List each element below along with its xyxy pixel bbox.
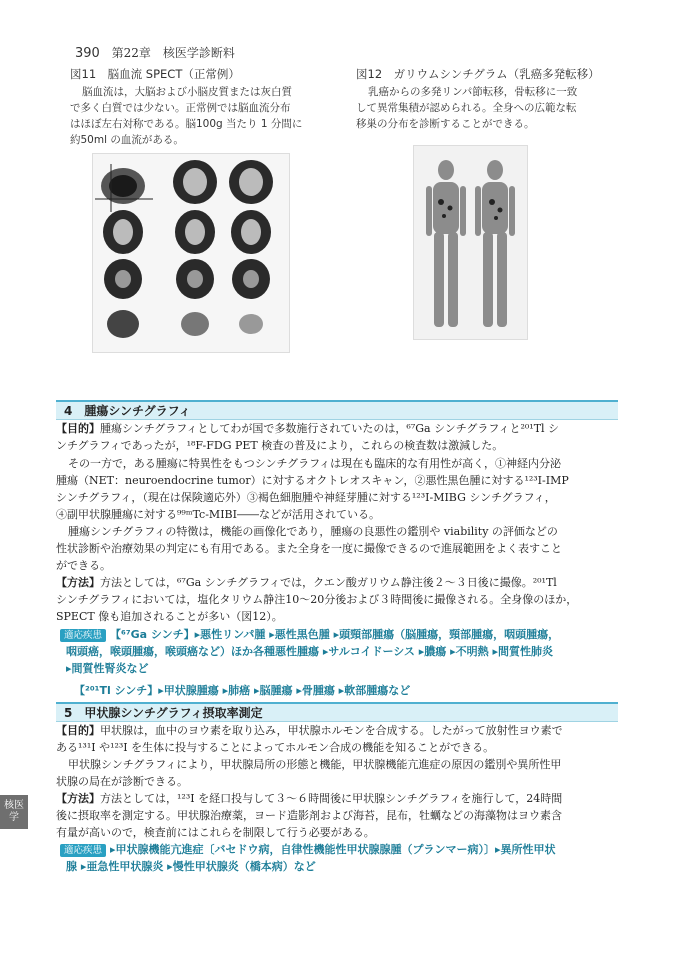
purpose-text: 腫瘍シンチグラフィとしてわが国で多数施行されていたのは，⁶⁷Ga シンチグラフィと²⁰¹Tl シ <box>100 422 560 435</box>
paragraph-line: シンチグラフィ，（現在は保険適応外）③褐色細胞腫や神経芽腫に対する¹²³I-MIBG シンチグラフィ， <box>56 491 556 504</box>
fig11-line: 脳血流は，大脳および小脳皮質または灰白質 <box>82 86 292 98</box>
paragraph-line: 腫瘍シンチグラフィの特徴は，機能の画像化であり，腫瘍の良悪性の鑑別や viability の評価などの <box>68 525 558 538</box>
gallium-scintigram-graphic <box>414 146 527 339</box>
method-text: 方法としては，¹²³I を経口投与して３～６時間後に甲状腺シンチグラフィを施行して，24時間 <box>100 792 563 805</box>
fig11-line: 約50ml の血流がある。 <box>70 134 184 146</box>
side-tab-label: 学 <box>9 812 19 823</box>
paragraph-line: 性状診断や治療効果の判定にも有用である。また全身を一度に撮像できるので進展範囲をよく表すこと <box>56 542 562 555</box>
method-text: SPECT 像も追加されることが多い（図12）。 <box>56 610 283 623</box>
running-header <box>75 44 235 61</box>
tl-scinti-diseases: 【²⁰¹Tl シンチ】▸甲状腺腫瘍 ▸肺癌 ▸脳腫瘍 ▸骨腫瘍 ▸軟部腫瘍など <box>74 684 411 697</box>
fig12-line: 移巣の分布を診断することができる。 <box>356 118 535 130</box>
method-label: 【方法】 <box>56 576 100 589</box>
fig12-line: して異常集積が認められる。全身への広範な転 <box>356 102 577 114</box>
method-text: 方法としては，⁶⁷Ga シンチグラフィでは，クエン酸ガリウム静注後２～３日後に撮像。²⁰¹Tl <box>100 576 557 589</box>
paragraph-line: 甲状腺シンチグラフィにより，甲状腺局所の形態と機能，甲状腺機能亢進症の原因の鑑別や異所性甲 <box>68 758 562 771</box>
method-text: 有量が高いので，検査前にはこれらを制限して行う必要がある。 <box>56 826 375 839</box>
side-thumb-tab <box>0 795 28 829</box>
method-text: シンチグラフィにおいては，塩化タリウム静注10～20分後および３時間後に撮像される。全身像のほか， <box>56 593 578 606</box>
chapter-title: 第22章 核医学診断料 <box>111 46 235 60</box>
paragraph-line: ④副甲状腺腫瘍に対する⁹⁹ᵐTc-MIBI――などが活用されている。 <box>56 508 380 521</box>
section4-method <box>56 574 618 625</box>
gallium-scintigram-image <box>413 145 528 340</box>
section4-paragraph-3 <box>56 523 618 574</box>
fig11-title: 図11 脳血流 SPECT（正常例） <box>70 67 240 81</box>
purpose-text: ンチグラフィであったが，¹⁸F-FDG PET 検査の普及により，これらの検査数は激減した。 <box>56 439 504 452</box>
ga-scinti-diseases: 【⁶⁷Ga シンチ】▸悪性リンパ腫 ▸悪性黒色腫 ▸頭頸部腫瘍（脳腫瘍，頸部腫瘍，咽頭腫瘍， <box>110 628 560 641</box>
section5-indications <box>60 841 618 875</box>
section4-paragraph-2 <box>56 455 618 523</box>
fig12-caption <box>356 84 618 132</box>
section4-heading: 4 腫瘍シンチグラフィ <box>56 400 618 420</box>
paragraph-line: その一方で，ある腫瘍に特異性をもつシンチグラフィは現在も臨床的な有用性が高く，①神経内分泌 <box>68 457 561 470</box>
method-label: 【方法】 <box>56 792 100 805</box>
page-number: 390 <box>75 46 100 61</box>
thyroid-diseases: ▸甲状腺機能亢進症〔バセドウ病，自律性機能性甲状腺腺腫（プランマー病）〕▸異所性甲状 <box>110 843 556 856</box>
section4-indications <box>60 626 618 699</box>
section5-method <box>56 790 618 841</box>
indication-badge: 適応疾患 <box>60 844 106 857</box>
purpose-label: 【目的】 <box>56 422 100 435</box>
fig12-line: 乳癌からの多発リンパ節転移，骨転移に一致 <box>368 86 578 98</box>
fig11-line: で多く白質では少ない。正常例では脳血流分布 <box>70 102 291 114</box>
ga-scinti-diseases: ▸間質性腎炎など <box>66 662 149 675</box>
fig11-line: はほぼ左右対称である。脳100g 当たり 1 分間に <box>70 118 303 130</box>
fig11-caption <box>70 84 330 148</box>
thyroid-diseases: 腺 ▸亜急性甲状腺炎 ▸慢性甲状腺炎（橋本病）など <box>66 860 316 873</box>
purpose-text: 甲状腺は，血中のヨウ素を取り込み，甲状腺ホルモンを合成する。したがって放射性ヨウ素で <box>100 724 563 737</box>
paragraph-line: 状腺の局在が診断できる。 <box>56 775 188 788</box>
ga-scinti-diseases: 咽頭癌，喉頭腫瘍，喉頭癌など）ほか各種悪性腫瘍 ▸サルコイドーシス ▸膿瘍 ▸不明熱 ▸間質性肺炎 <box>66 645 553 658</box>
paragraph-line: 腫瘍（NET：neuroendocrine tumor）に対するオクトレオスキャン，②悪性黒色腫に対する¹²³I-IMP <box>56 474 569 487</box>
brain-spect-image <box>92 153 290 353</box>
purpose-text: ある¹³¹I や¹²³I を生体に投与することによってホルモン合成の機能を知ることができる。 <box>56 741 495 754</box>
purpose-label: 【目的】 <box>56 724 100 737</box>
indication-badge: 適応疾患 <box>60 629 106 642</box>
brain-spect-graphic <box>93 154 289 352</box>
section5-heading: 5 甲状腺シンチグラフィ摂取率測定 <box>56 702 618 722</box>
section4-purpose <box>56 420 618 454</box>
fig12-title: 図12 ガリウムシンチグラム（乳癌多発転移） <box>356 67 600 81</box>
method-text: 後に摂取率を測定する。甲状腺治療薬，ヨード造影剤および海苔，昆布，牡蠣などの海藻物はヨウ素含 <box>56 809 562 822</box>
paragraph-line: ができる。 <box>56 559 111 572</box>
section5-purpose <box>56 722 618 756</box>
side-tab-label: 核医 <box>4 800 24 811</box>
section5-paragraph-2 <box>56 756 618 790</box>
